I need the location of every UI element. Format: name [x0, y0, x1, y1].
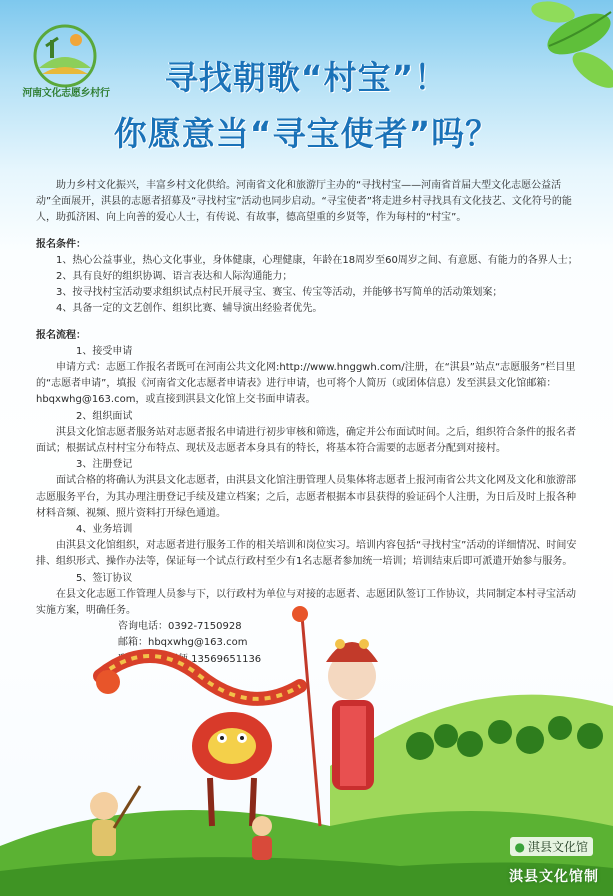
logo-text: 河南文化志愿乡村行: [22, 88, 110, 99]
contact-phone: 咨询电话：0392-7150928: [118, 621, 242, 633]
process-heading: 报名流程：: [36, 329, 86, 341]
wechat-brand: [510, 837, 594, 856]
contact-person: 联系人：王老师 13569651136: [118, 653, 262, 665]
condition-item: 4、具备一定的文艺创作、组织比赛、辅导演出经验者优先。: [56, 303, 323, 315]
wechat-icon: ●: [514, 840, 525, 854]
step-text: 淇县文化馆志愿者服务站对志愿者报名申请进行初步审核和筛选，确定并公布面试时间。之后，组织符合条件的报名者面试；根据试点村村宝分布特点、现状及志愿者本身具有的特长，将基本符合需要的志愿者分配到对接村。: [36, 426, 576, 455]
step-text: 面试合格的将确认为淇县文化志愿者，由淇县文化馆注册管理人员集体将志愿者上报河南省公共文化网及文化和旅游部志愿服务平台，为其办理注册登记手续及建立档案；之后，志愿者根据本市县获得的验证码个人注册，为日后及时上报各种材料音频、视频、照片资料打开绿色通道。: [36, 475, 576, 519]
intro-paragraph: 助力乡村文化振兴，丰富乡村文化供给。河南省文化和旅游厅主办的“寻找村宝——河南省首届大型文化志愿公益活动”全面展开，淇县的志愿者招募及“寻找村宝”活动也同步启动。“寻宝使者”将走进乡村寻找具有文化技艺、文化符号的能人，助孤济困、向上向善的爱心人士，有传说、有故事，德高望重的乡贤等，作为每村的“村宝”。: [36, 180, 572, 224]
step-text: 在县文化志愿工作管理人员参与下，以行政村为单位与对接的志愿者、志愿团队签订工作协议，共同制定本村寻宝活动实施方案，明确任务。: [36, 588, 576, 617]
step-title: 3、注册登记: [76, 459, 133, 471]
condition-item: 3、按寻找村宝活动要求组织试点村民开展寻宝、赛宝、传宝等活动，并能够书写简单的活动策划案；: [56, 287, 503, 299]
step-title: 4、业务培训: [76, 524, 133, 536]
step-text: 由淇县文化馆组织，对志愿者进行服务工作的相关培训和岗位实习。培训内容包括“寻找村宝”活动的详细情况、时间安排、组织形式、操作办法等，保证每一个试点行政村至少有1名志愿者参加统一培训；培训结束后即可派遣开始参与服务。: [36, 540, 577, 568]
step-title: 1、接受申请: [76, 345, 133, 357]
step-title: 2、组织面试: [76, 410, 133, 422]
page-title-line1: 寻找朝歌“村宝”！: [164, 58, 449, 97]
announcement-body: [36, 178, 582, 668]
conditions-heading: 报名条件：: [36, 238, 86, 250]
wechat-brand-text: 淇县文化馆: [527, 840, 588, 854]
step-text: 申请方式：志愿工作报名者既可在河南公共文化网:http://www.hnggwh.com/注册，在“淇县”站点“志愿服务”栏目里的“志愿者申请”，填报《河南省文化志愿者申请表》进行申请，也可将个人简历（或团体信息）发至淇县文化馆邮箱：hbqxwhg@163.com，或直接到淇县文化馆上交书面申请表。: [36, 362, 576, 406]
step-title: 5、签订协议: [76, 572, 133, 584]
contact-email: 邮箱：hbqxwhg@163.com: [118, 637, 248, 649]
condition-item: 2、具有良好的组织协调、语言表达和人际沟通能力；: [56, 271, 293, 283]
watermark-text: 淇县文化馆制: [509, 869, 599, 885]
page-title-line2: 你愿意当“寻宝使者”吗？: [113, 114, 500, 153]
condition-item: 1、热心公益事业，热心文化事业，身体健康，心理健康，年龄在18周岁至60周岁之间、有意愿、有能力的各界人士；: [56, 254, 578, 266]
